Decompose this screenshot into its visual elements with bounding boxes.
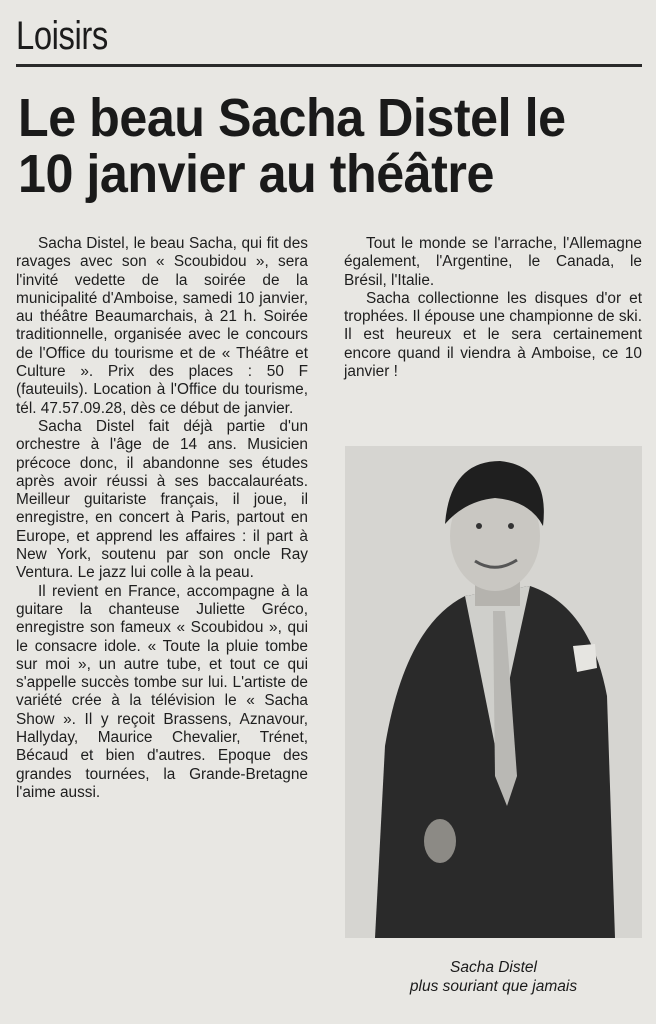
- article-paragraph-1: Sacha Distel, le beau Sacha, qui fit des ravages avec son « Scoubidou », sera l'invité vedette de la soirée de la municipalité d'Amboise, samedi 10 janvier, au théâtre Beaumarchais, à 21 h. Soirée traditionnelle, organisée avec le concours de l'Office du tourisme et de « Théâtre et Culture ». Prix des places : 50 F (fauteuils). Location à l'Office du tourisme, tél. 47.57.09.28, dès ce début de janvier.: [16, 235, 308, 417]
- article-paragraph-2: Sacha Distel fait déjà partie d'un orchestre à l'âge de 14 ans. Musicien précoce donc, il abandonne ses études après avoir réussi à ses baccalauréats. Meilleur guitariste français, il joue, il enregistre, en concert à Paris, partout en Europe, et apprend les affaires : il part à New York, soutenu par son oncle Ray Ventura. Le jazz lui colle à la peau.: [16, 417, 308, 582]
- article-paragraph-4: Tout le monde se l'arrache, l'Allemagne également, l'Argentine, le Canada, le Brésil, l'Italie.: [344, 235, 642, 289]
- caption-line-1: Sacha Distel: [449, 959, 537, 976]
- article-paragraph-5: Sacha collectionne les disques d'or et trophées. Il épouse une championne de ski. Il est heureux et le sera certainement encore quand il viendra à Amboise, ce 10 janvier !: [344, 289, 642, 381]
- header-rule: [16, 64, 642, 67]
- left-column: [16, 235, 308, 802]
- article-paragraph-3: Il revient en France, accompagne à la guitare la chanteuse Juliette Gréco, enregistre son fameux « Scoubidou », qui le consacre idole. « Toute la pluie tombe sur moi », un autre tube, et tout ce qui s'appelle succès tombe sur lui. L'artiste de variété crée à la télévision le « Sacha Show ». Il y reçoit Brassens, Aznavour, Hallyday, Maurice Chevalier, Trénet, Bécaud et bien d'autres. Epoque des grandes tournées, la Grande-Bretagne l'aime aussi.: [16, 582, 308, 801]
- section-title: Loisirs: [16, 14, 108, 58]
- photo-caption: [345, 958, 642, 996]
- caption-line-2: plus souriant que jamais: [409, 978, 578, 995]
- portrait-photo: [345, 446, 642, 938]
- headline: Le beau Sacha Distel le 10 janvier au théâtre: [18, 88, 566, 204]
- right-column: [344, 235, 642, 381]
